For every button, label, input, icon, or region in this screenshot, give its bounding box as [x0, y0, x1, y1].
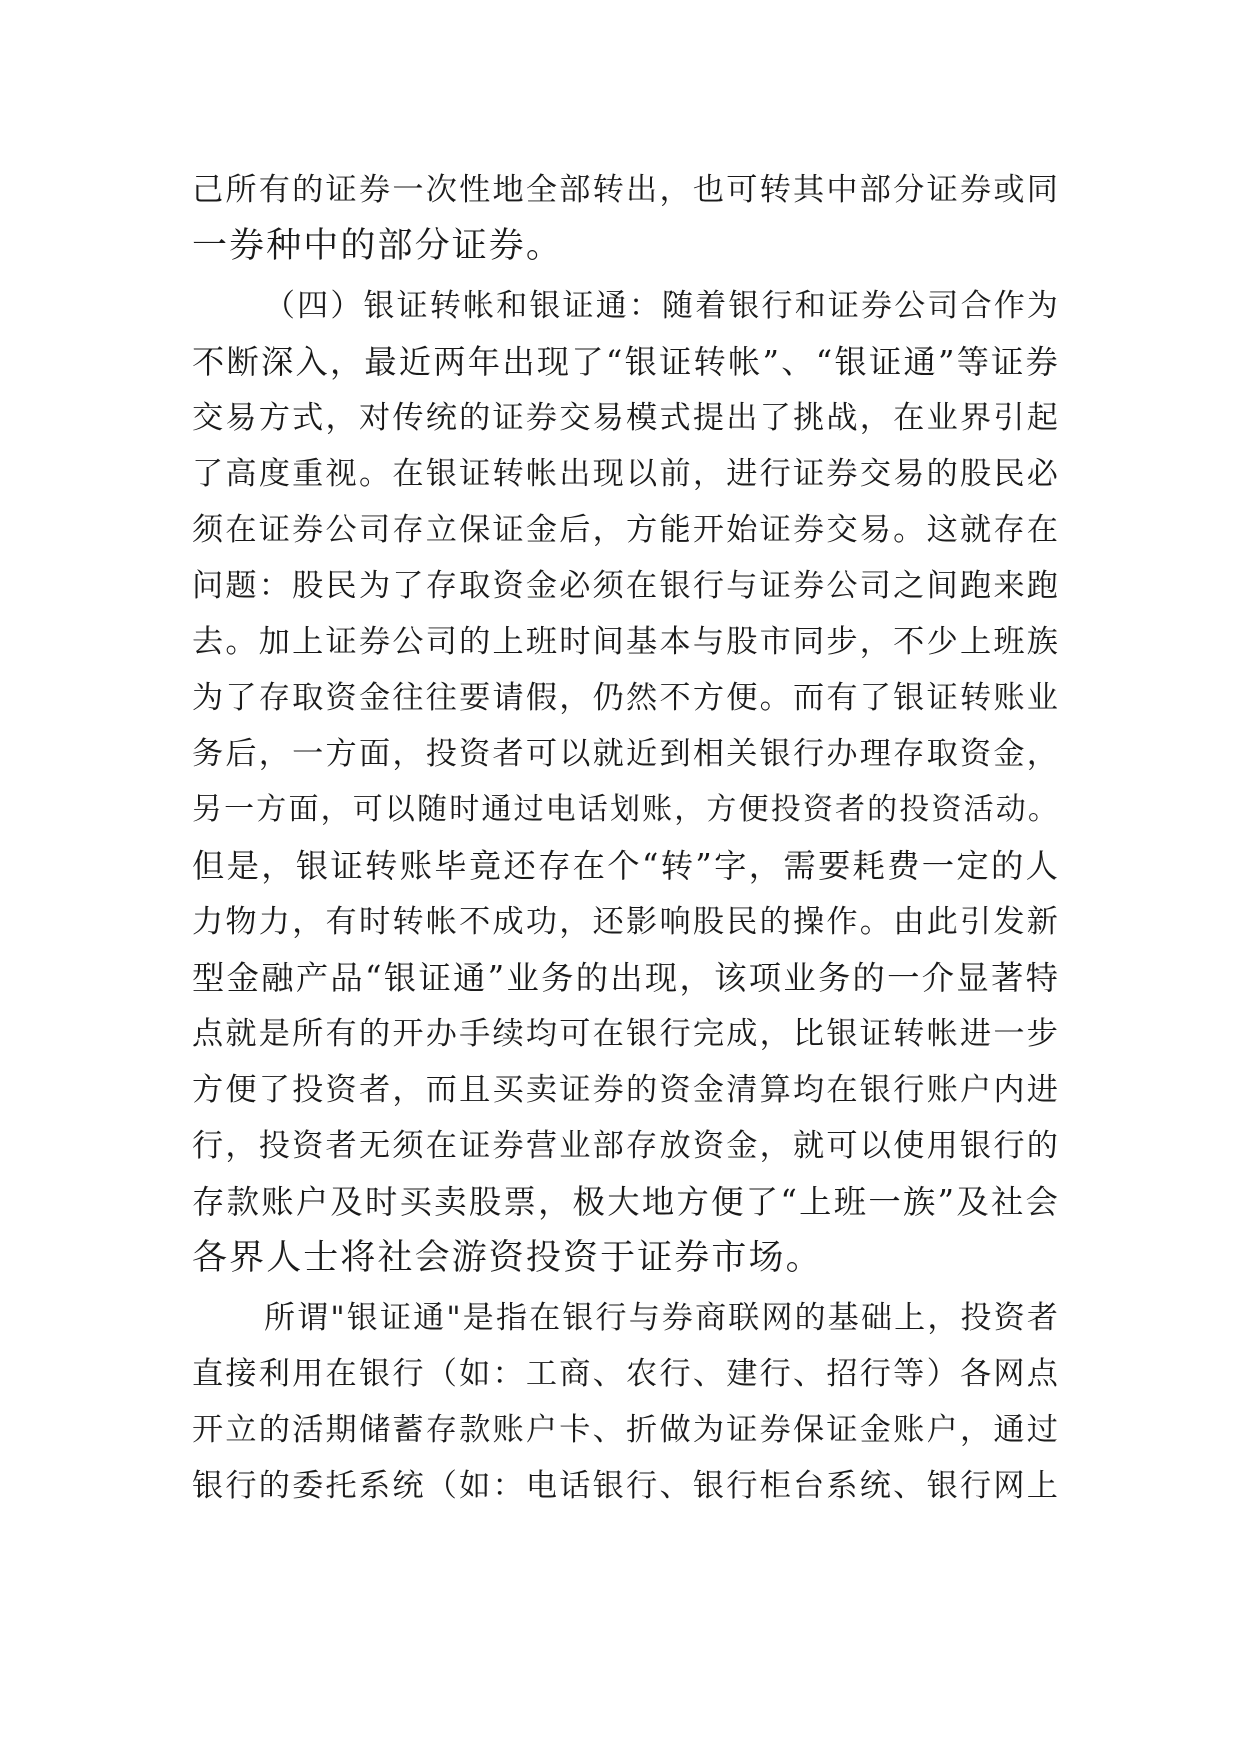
text-line: 另一方面，可以随时通过电话划账，方便投资者的投资活动。 [192, 792, 1060, 827]
text-line: 各界人士将社会游资投资于证券市场。 [192, 1238, 823, 1278]
paragraph-heading-line: （四）银证转帐和银证通：随着银行和证券公司合作为 [264, 288, 1060, 324]
text-line: 为了存取资金往往要请假，仍然不方便。而有了银证转账业 [192, 680, 1060, 716]
text-line: 开立的活期储蓄存款账户卡、折做为证券保证金账户，通过 [192, 1412, 1060, 1448]
text-line: 直接利用在银行（如：工商、农行、建行、招行等）各网点 [192, 1356, 1060, 1392]
text-line: 一券种中的部分证券。 [192, 226, 564, 266]
text-line: 问题：股民为了存取资金必须在银行与证券公司之间跑来跑 [192, 568, 1060, 604]
text-line: 须在证券公司存立保证金后，方能开始证券交易。这就存在 [192, 512, 1060, 548]
text-line: 方便了投资者，而且买卖证券的资金清算均在银行账户内进 [192, 1072, 1060, 1108]
text-line: 交易方式，对传统的证券交易模式提出了挑战，在业界引起 [192, 400, 1060, 436]
text-line: 去。加上证券公司的上班时间基本与股市同步，不少上班族 [192, 624, 1060, 660]
text-line: 不断深入，最近两年出现了“银证转帐”、“银证通”等证券 [192, 343, 1060, 381]
body-text [192, 162, 1060, 1514]
text-line: 型金融产品“银证通”业务的出现，该项业务的一介显著特 [192, 959, 1060, 997]
text-line: 行，投资者无须在证券营业部存放资金，就可以使用银行的 [192, 1128, 1060, 1164]
text-line: 但是，银证转账毕竟还存在个“转”字，需要耗费一定的人 [192, 847, 1060, 885]
text-line: 力物力，有时转帐不成功，还影响股民的操作。由此引发新 [192, 904, 1060, 940]
text-line: 银行的委托系统（如：电话银行、银行柜台系统、银行网上 [192, 1468, 1060, 1504]
text-line: 务后，一方面，投资者可以就近到相关银行办理存取资金， [192, 736, 1060, 772]
text-line: 己所有的证券一次性地全部转出，也可转其中部分证券或同 [192, 172, 1060, 208]
text-line: 点就是所有的开办手续均可在银行完成，比银证转帐进一步 [192, 1016, 1060, 1052]
paragraph-first-line: 所谓"银证通"是指在银行与券商联网的基础上，投资者 [264, 1300, 1060, 1336]
text-line: 了高度重视。在银证转帐出现以前，进行证券交易的股民必 [192, 456, 1060, 492]
text-line: 存款账户及时买卖股票，极大地方便了“上班一族”及社会 [192, 1183, 1060, 1221]
